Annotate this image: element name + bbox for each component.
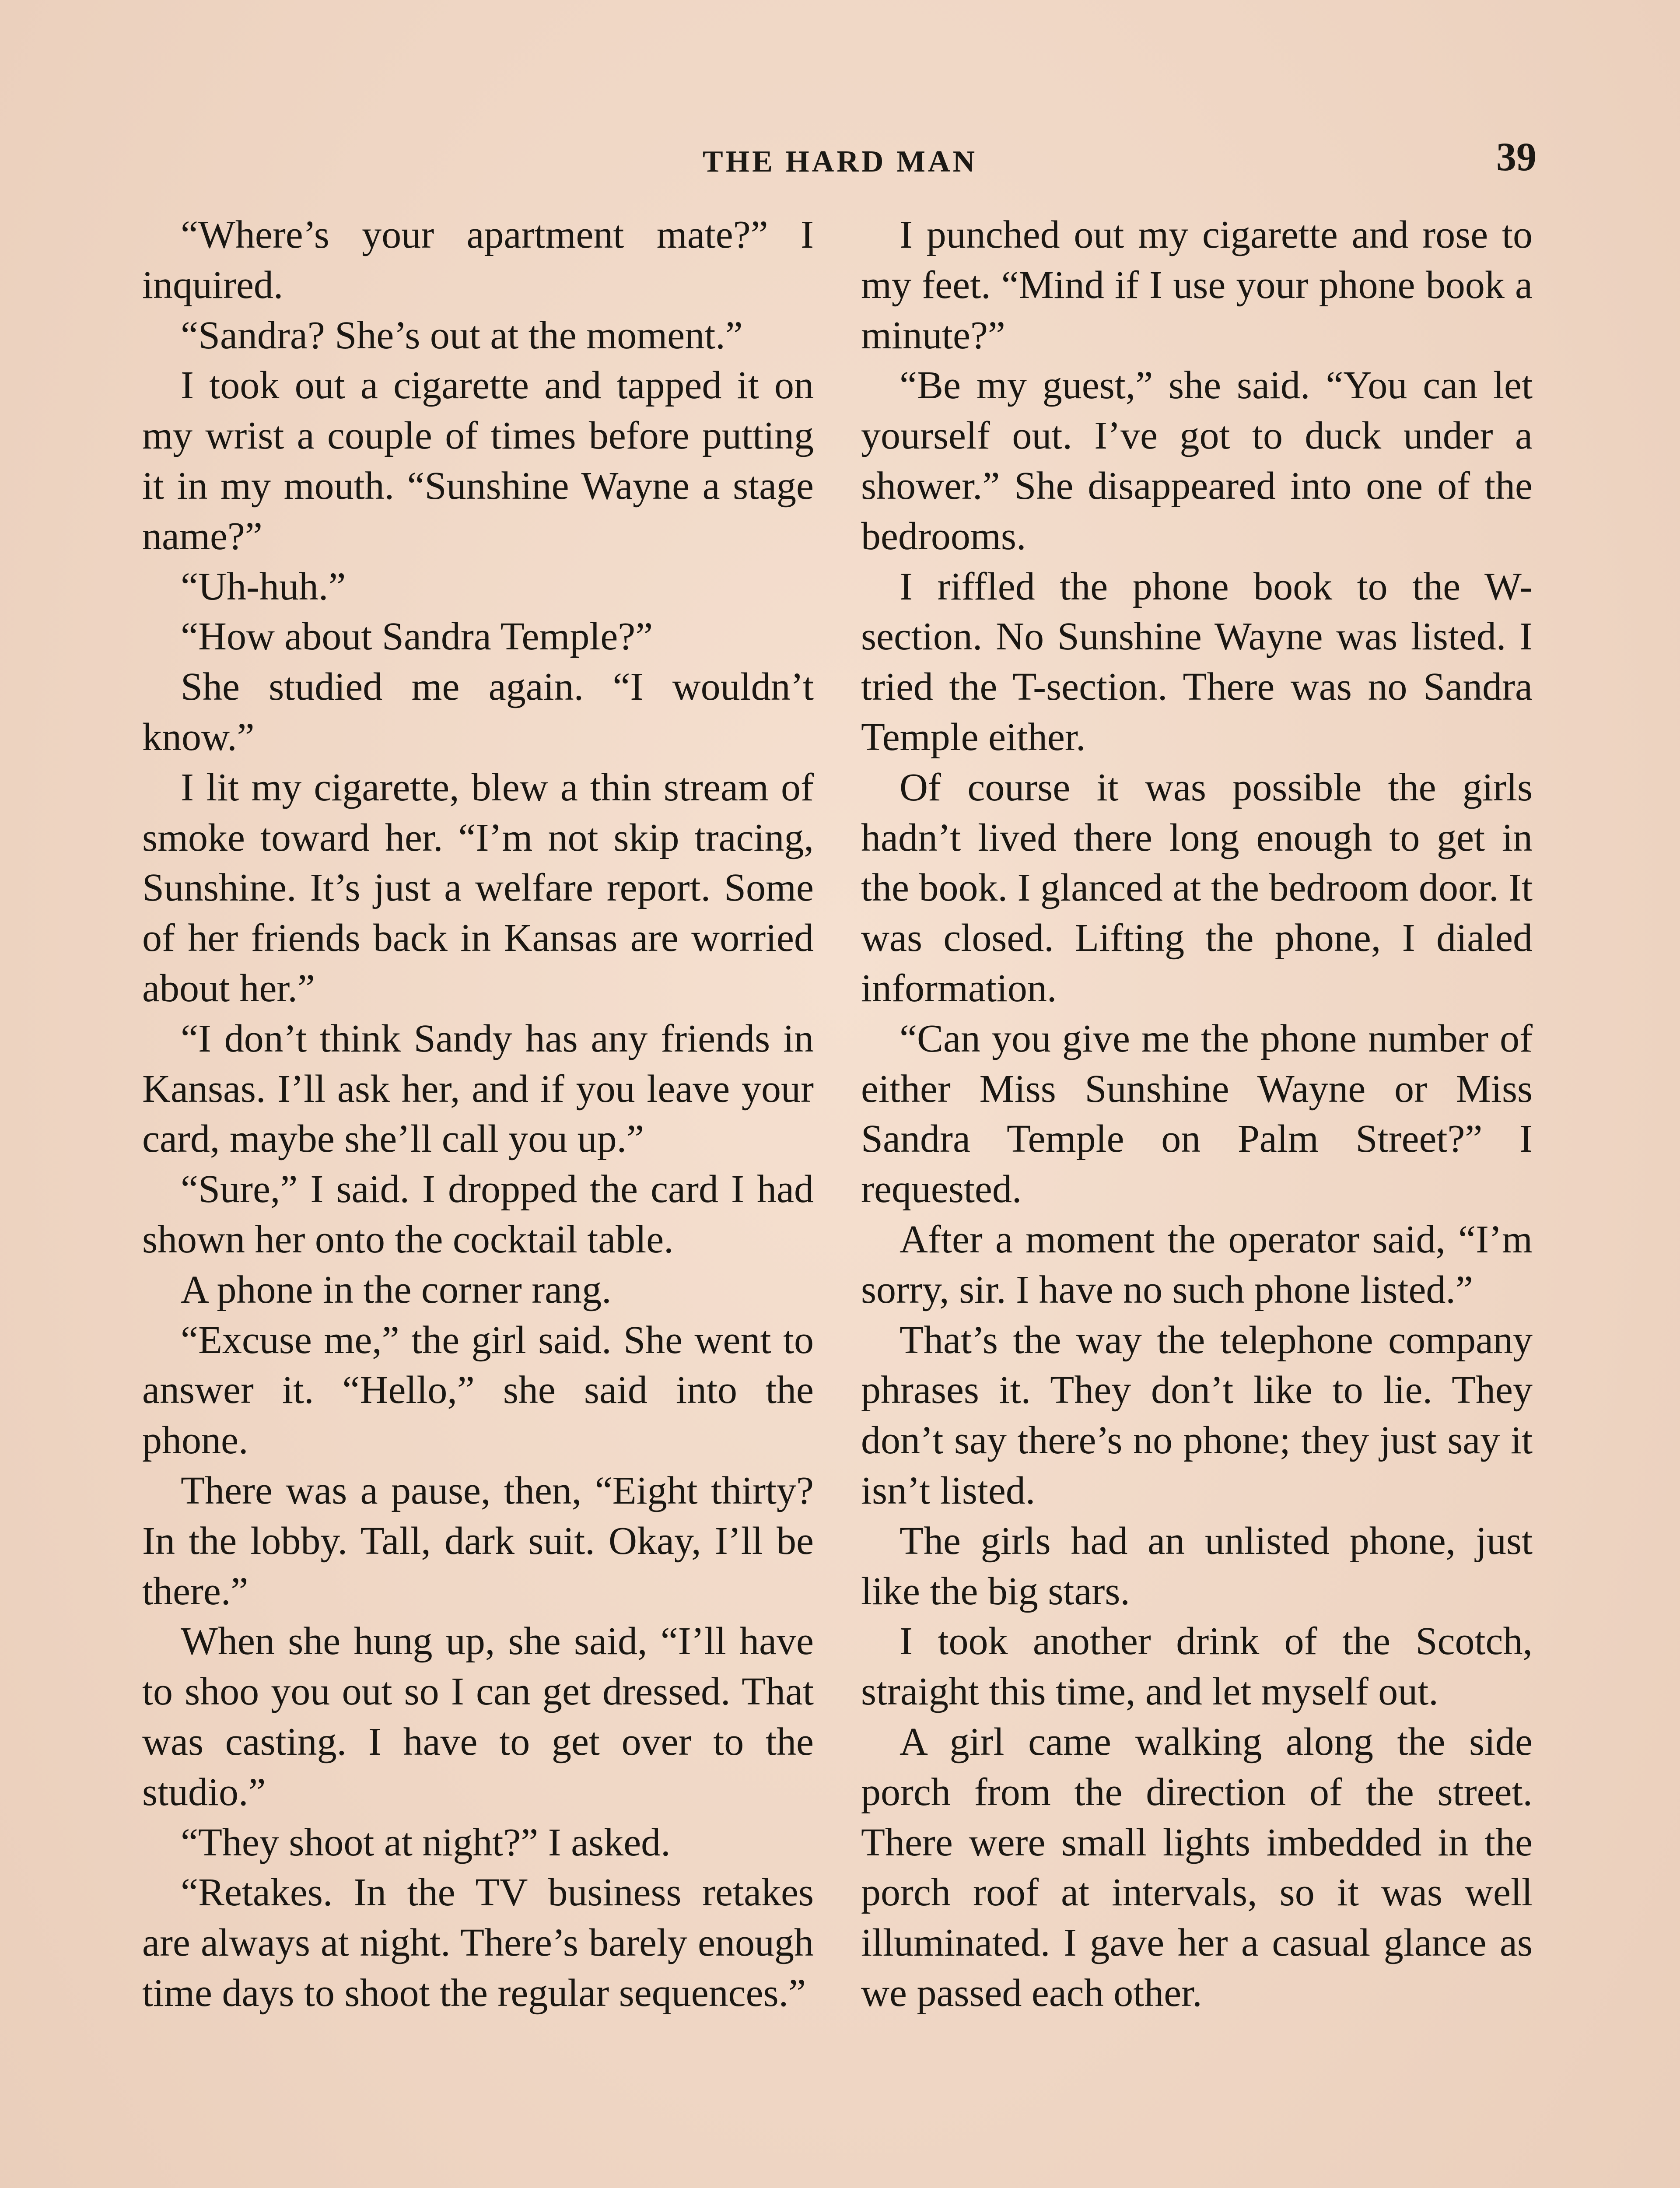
paragraph: After a moment the operator said, “I’m sorry, sir. I have no such phone listed.”: [861, 1217, 1533, 1311]
left-column: [142, 210, 814, 2019]
paragraph: A girl came walking along the side porch from the direction of the street. There were small lights imbedded in the porch roof at intervals, so it was well illuminated. I gave her a casual glance as we passed each other.: [861, 1720, 1533, 2015]
paragraph: “Be my guest,” she said. “You can let yourself out. I’ve got to duck under a shower.” She disappeared into one of the bedrooms.: [861, 364, 1533, 558]
paragraph: “Uh-huh.”: [181, 565, 346, 608]
paragraph: That’s the way the telephone company phrases it. They don’t like to lie. They don’t say there’s no phone; they just say it isn’t listed.: [861, 1318, 1533, 1512]
paragraph: “Where’s your apartment mate?” I inquired.: [142, 213, 814, 307]
paragraph: I riffled the phone book to the W-section. No Sunshine Wayne was listed. I tried the T-section. There was no Sandra Temple either.: [861, 565, 1533, 759]
paragraph: “They shoot at night?” I asked.: [181, 1820, 671, 1864]
right-column: [861, 210, 1533, 2019]
paragraph: “Can you give me the phone number of either Miss Sunshine Wayne or Miss Sandra Temple on Palm Street?” I requested.: [861, 1017, 1533, 1211]
paragraph: I lit my cigarette, blew a thin stream of smoke toward her. “I’m not skip tracing, Sunshine. It’s just a welfare report. Some of her friends back in Kansas are worried about her.”: [142, 765, 814, 1010]
paragraph: Of course it was possible the girls hadn’t lived there long enough to get in the book. I glanced at the bedroom door. It was closed. Lifting the phone, I dialed information.: [861, 765, 1533, 1010]
paragraph: “Sandra? She’s out at the moment.”: [181, 313, 743, 357]
paragraph: There was a pause, then, “Eight thirty? In the lobby. Tall, dark suit. Okay, I’ll be there.”: [142, 1469, 814, 1613]
paragraph: I took another drink of the Scotch, straight this time, and let myself out.: [861, 1620, 1533, 1714]
page-number: 39: [1496, 134, 1536, 179]
paragraph: I took out a cigarette and tapped it on my wrist a couple of times before putting it in my mouth. “Sunshine Wayne a stage name?”: [142, 364, 814, 558]
paragraph: “Excuse me,” the girl said. She went to answer it. “Hello,” she said into the phone.: [142, 1318, 814, 1462]
paragraph: When she hung up, she said, “I’ll have to shoo you out so I can get dressed. That was casting. I have to get over to the studio.”: [142, 1620, 814, 1814]
paragraph: I punched out my cigarette and rose to my feet. “Mind if I use your phone book a minute?”: [861, 213, 1533, 357]
paragraph: “How about Sandra Temple?”: [181, 615, 653, 659]
running-head: THE HARD MAN: [702, 145, 978, 179]
paragraph: “I don’t think Sandy has any friends in Kansas. I’ll ask her, and if you leave your card, maybe she’ll call you up.”: [142, 1017, 814, 1161]
paragraph: She studied me again. “I wouldn’t know.”: [142, 665, 814, 759]
paragraph: “Sure,” I said. I dropped the card I had shown her onto the cocktail table.: [142, 1168, 814, 1261]
paragraph: A phone in the corner rang.: [181, 1268, 612, 1311]
paragraph: “Retakes. In the TV business retakes are always at night. There’s barely enough time days to shoot the regular sequences.”: [142, 1871, 814, 2015]
paragraph: The girls had an unlisted phone, just like the big stars.: [861, 1519, 1533, 1613]
